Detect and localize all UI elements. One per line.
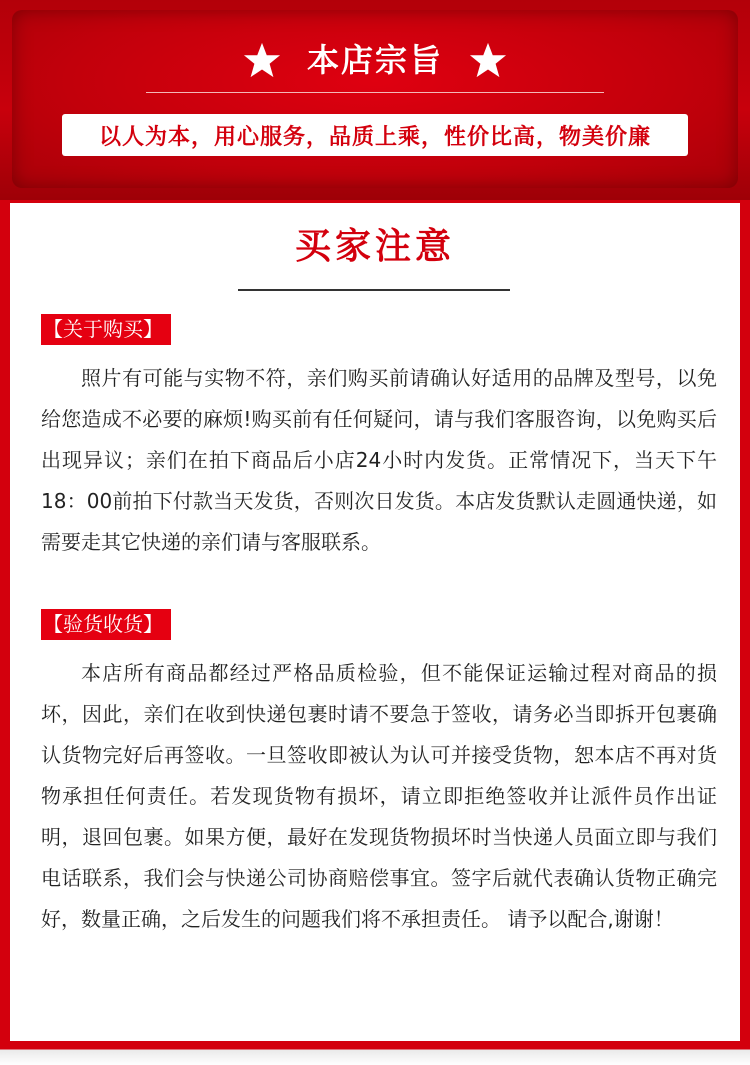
slogan-text: 以人为本，用心服务，品质上乘，性价比高，物美价廉 xyxy=(98,124,651,150)
store-purpose-banner xyxy=(0,0,750,200)
bottom-strip xyxy=(0,1041,750,1065)
star-icon xyxy=(243,41,281,79)
notice-title-divider xyxy=(238,289,510,291)
section-text-inspection: 本店所有商品都经过严格品质检验，但不能保证运输过程对商品的损坏，因此，亲们在收到快递包裹时请不要急于签收，请务必当即拆开包裹确认货物完好后再签收。一旦签收即被认为认可并接受货物，恕本店不再对货物承担任何责任。若发现货物有损坏，请立即拒绝签收并让派件员作出证明，退回包裹。如果方便，最好在发现货物损坏时当快递人员面立即与我们电话联系，我们会与快递公司协商赔偿事宜。签字后就代表确认货物正确完好，数量正确，之后发生的问题我们将不承担责任。 请予以配合,谢谢！ xyxy=(41,661,717,931)
banner-divider xyxy=(146,92,604,93)
notice-title: 买家注意 xyxy=(294,226,455,267)
section-text-purchase: 照片有可能与实物不符，亲们购买前请确认好适用的品牌及型号，以免给您造成不必要的麻烦!购买前有任何疑问，请与我们客服咨询，以免购买后出现异议；亲们在拍下商品后小店24小时内发货。正常情况下，当天下午18：00前拍下付款当天发货，否则次日发货。本店发货默认走圆通快递，如需要走其它快递的亲们请与客服联系。 xyxy=(41,366,717,554)
banner-title-row xyxy=(0,36,750,84)
section-tag-purchase: 【关于购买】 xyxy=(41,314,171,345)
slogan-box xyxy=(62,114,688,156)
banner-title: 本店宗旨 xyxy=(306,41,443,79)
section-tag-inspection: 【验货收货】 xyxy=(41,609,171,640)
star-icon xyxy=(469,41,507,79)
